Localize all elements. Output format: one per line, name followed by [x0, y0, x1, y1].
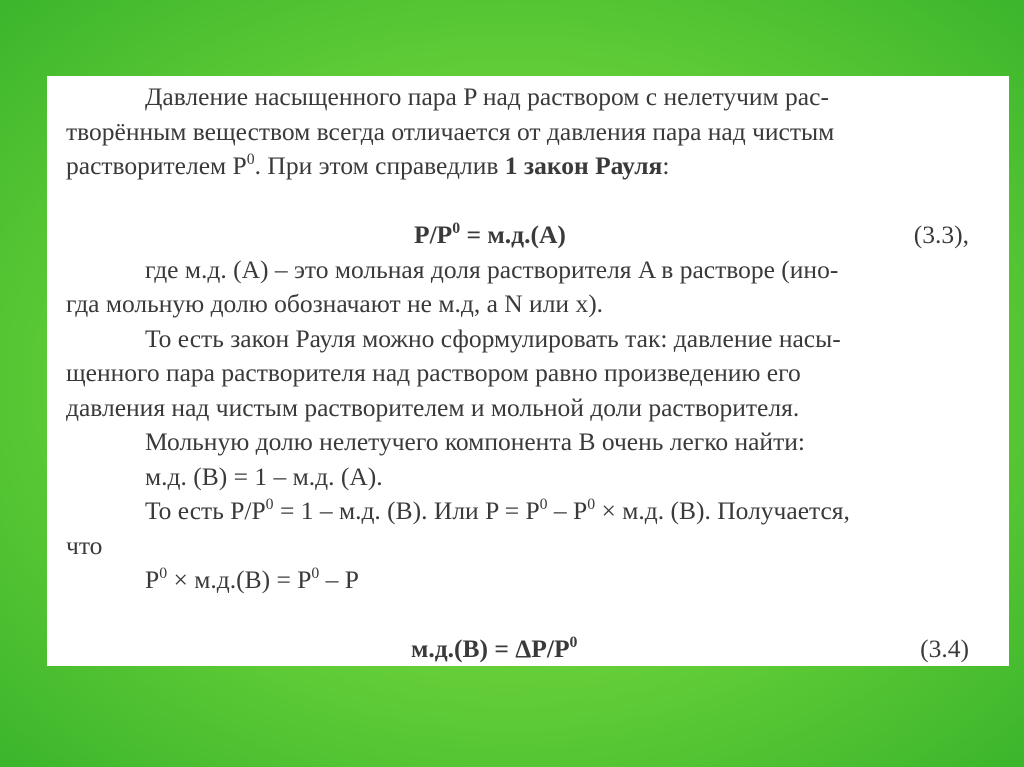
p0-b: × м.д.(B) = P	[167, 565, 312, 594]
p5-sup2: 0	[539, 496, 548, 514]
p1-line1: Давление насыщенного пара P над раствором с нелетучим рас-	[145, 82, 829, 111]
eq2-pre: м.д.(B) = ΔP/P	[411, 634, 570, 663]
p0-c: – P	[319, 565, 359, 594]
p2-line1: где м.д. (A) – это мольная доля растворителя A в растворе (ино-	[145, 254, 839, 284]
equation-3-3	[66, 218, 969, 253]
eq2-sup: 0	[569, 634, 578, 652]
p4-line2: м.д. (B) = 1 – м.д. (A).	[145, 461, 383, 491]
p5-sup1: 0	[265, 496, 274, 514]
p5-line2: что	[66, 530, 103, 560]
eq1-post: = м.д.(A)	[460, 220, 566, 249]
p3-line3: давления над чистым растворителем и мольной доли растворителя.	[66, 392, 800, 422]
raoult-law-title: 1 закон Рауля	[504, 151, 663, 180]
p3-line1: То есть закон Рауля можно сформулировать так: давление насы-	[145, 323, 841, 353]
equation-3-3-number: (3.3),	[913, 220, 969, 249]
p1-line3-sup: 0	[246, 151, 255, 169]
eq1-pre: P/P	[414, 220, 453, 249]
p1-line3-mid: . При этом справедлив	[254, 151, 505, 180]
p3-line2: щенного пара растворителя над раствором равно произведению его	[66, 358, 801, 387]
equation-3-3-formula	[414, 218, 566, 253]
blank-line-2	[66, 598, 969, 633]
p5-sup3: 0	[587, 496, 596, 514]
paragraph-raoult-intro	[66, 80, 969, 115]
p1-line3	[66, 149, 969, 184]
p4-line1: Мольную долю нелетучего компонента B очень легко найти:	[145, 427, 805, 456]
equation-3-4-formula	[411, 632, 577, 667]
p2-line2: гда мольную долю обозначают не м.д, а N или x).	[66, 289, 604, 318]
document-page	[47, 76, 1009, 666]
p1-line3-end: :	[662, 151, 670, 180]
blank-line	[66, 184, 969, 219]
p0-sup2: 0	[311, 565, 320, 583]
p5-line1	[66, 494, 969, 529]
p5-c: – P	[547, 496, 588, 525]
eq1-sup: 0	[452, 220, 461, 238]
p1-line2: творённым веществом всегда отличается от давления пара над чистым	[66, 116, 835, 146]
equation-3-4	[66, 632, 969, 667]
p5-d: × м.д. (B). Получается,	[595, 496, 850, 525]
p5-b: = 1 – м.д. (B). Или P = P	[273, 496, 540, 525]
equation-3-4-number: (3.4)	[920, 634, 969, 663]
p5-a: То есть P/P	[145, 496, 266, 525]
p0-a: P	[145, 565, 160, 594]
p0-sup1: 0	[159, 565, 168, 583]
p0-formula-line	[66, 563, 969, 598]
p1-line3-pre: растворителем P	[66, 151, 247, 180]
